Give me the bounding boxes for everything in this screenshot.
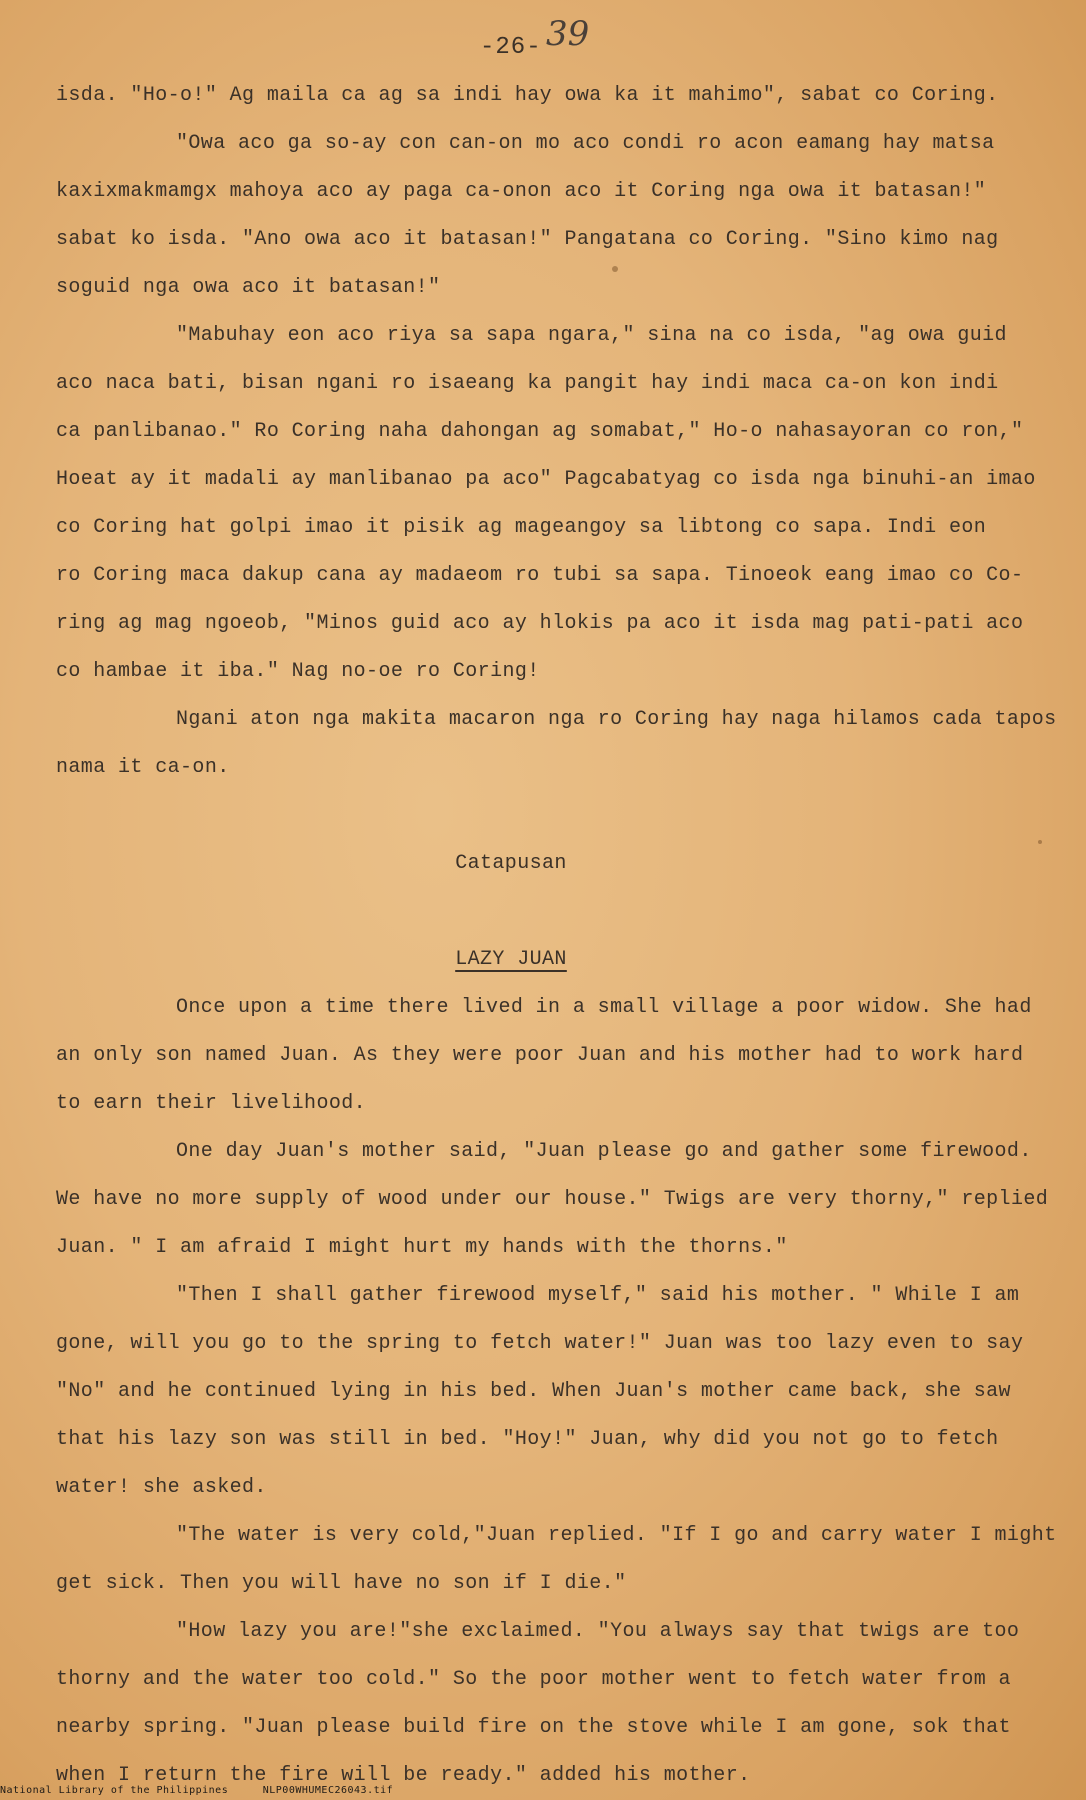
text-line: kaxixmakmamgx mahoya aco ay paga ca-onon aco it Coring nga owa it batasan!"	[56, 180, 987, 203]
text-line: aco naca bati, bisan ngani ro isaeang ka pangit hay indi maca ca-on kon indi	[56, 372, 999, 395]
text-line: gone, will you go to the spring to fetch water!" Juan was too lazy even to say	[56, 1332, 1024, 1355]
text-line: water! she asked.	[56, 1476, 267, 1499]
text-line: Ngani aton nga makita macaron nga ro Coring hay naga hilamos cada tapos	[176, 708, 1057, 731]
text-line: when I return the fire will be ready." added his mother.	[56, 1764, 751, 1787]
footer-institution: National Library of the Philippines	[0, 1785, 229, 1796]
text-line: that his lazy son was still in bed. "Hoy!" Juan, why did you not go to fetch	[56, 1428, 999, 1451]
text-line: co hambae it iba." Nag no-oe ro Coring!	[56, 660, 540, 683]
blank-line	[56, 888, 1046, 936]
text-line: "How lazy you are!"she exclaimed. "You always say that twigs are too	[176, 1620, 1020, 1643]
text-line: "Owa aco ga so-ay con can-on mo aco condi ro acon eamang hay matsa	[176, 132, 995, 155]
text-line: Once upon a time there lived in a small village a poor widow. She had	[176, 996, 1032, 1019]
text-line: isda. "Ho-o!" Ag maila ca ag sa indi hay owa ka it mahimo", sabat co Coring.	[56, 84, 999, 107]
document-body	[56, 72, 1057, 1800]
text-line: Juan. " I am afraid I might hurt my hands with the thorns."	[56, 1236, 788, 1259]
section-ending-label: Catapusan	[455, 852, 567, 875]
typed-page-number: -26-	[480, 34, 542, 61]
text-line: One day Juan's mother said, "Juan please go and gather some firewood.	[176, 1140, 1032, 1163]
text-line: soguid nga owa aco it batasan!"	[56, 276, 441, 299]
text-line: co Coring hat golpi imao it pisik ag mageangoy sa libtong co sapa. Indi eon	[56, 516, 987, 539]
text-line: to earn their livelihood.	[56, 1092, 367, 1115]
text-line: We have no more supply of wood under our house." Twigs are very thorny," replied	[56, 1188, 1049, 1211]
scan-footer	[0, 1785, 421, 1796]
text-line: an only son named Juan. As they were poor Juan and his mother had to work hard	[56, 1044, 1024, 1067]
blank-line	[56, 792, 1046, 840]
text-line: nearby spring. "Juan please build fire on the stove while I am gone, sok that	[56, 1716, 1011, 1739]
text-line: thorny and the water too cold." So the poor mother went to fetch water from a	[56, 1668, 1011, 1691]
text-line: get sick. Then you will have no son if I die."	[56, 1572, 627, 1595]
text-line: "Then I shall gather firewood myself," said his mother. " While I am	[176, 1284, 1020, 1307]
handwritten-page-number: 39	[546, 14, 590, 54]
text-line: "No" and he continued lying in his bed. When Juan's mother came back, she saw	[56, 1380, 1011, 1403]
text-line: ro Coring maca dakup cana ay madaeom ro tubi sa sapa. Tinoeok eang imao co Co-	[56, 564, 1024, 587]
story-title: LAZY JUAN	[455, 948, 567, 971]
text-line: ca panlibanao." Ro Coring naha dahongan ag somabat," Ho-o nahasayoran co ron,"	[56, 420, 1024, 443]
text-line: "Mabuhay eon aco riya sa sapa ngara," sina na co isda, "ag owa guid	[176, 324, 1007, 347]
text-line: ring ag mag ngoeob, "Minos guid aco ay hlokis pa aco it isda mag pati-pati aco	[56, 612, 1024, 635]
page-header	[0, 14, 1086, 64]
text-line: nama it ca-on.	[56, 756, 230, 779]
footer-file-id: NLP00WHUMEC26043.tif	[262, 1785, 394, 1796]
text-line: "The water is very cold,"Juan replied. "If I go and carry water I might	[176, 1524, 1057, 1547]
text-line: sabat ko isda. "Ano owa aco it batasan!" Pangatana co Coring. "Sino kimo nag	[56, 228, 999, 251]
text-line: Hoeat ay it madali ay manlibanao pa aco" Pagcabatyag co isda nga binuhi-an imao	[56, 468, 1036, 491]
